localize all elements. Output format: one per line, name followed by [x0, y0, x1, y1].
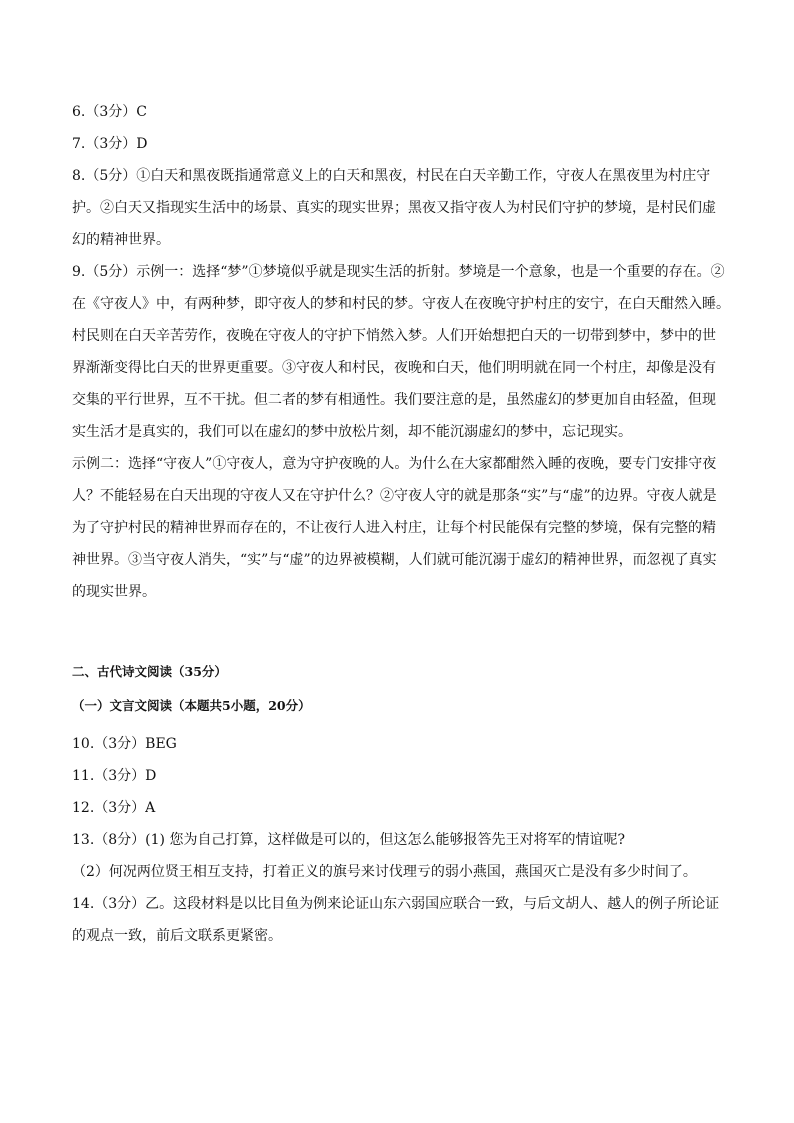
answer-9-example2-line-4: 神世界。③当守夜人消失，“实”与“虚”的边界被模糊，人们就可能沉溺于虚幻的精神世界，而忽视了真实 — [72, 552, 717, 568]
answer-9-line-1: 9.（5分）示例一：选择“梦”①梦境似乎就是现实生活的折射。梦境是一个意象，也是一个重要的存在。② — [72, 264, 725, 280]
answer-8-line-3: 幻的精神世界。 — [72, 232, 170, 248]
answer-13-line-1: 13.（8分）(1) 您为自己打算，这样做是可以的，但这怎么能够报答先王对将军的情谊呢? — [72, 832, 625, 848]
answer-9-line-6: 实生活才是真实的，我们可以在虚幻的梦中放松片刻，却不能沉溺虚幻的梦中，忘记现实。 — [72, 424, 632, 440]
answer-13-line-2: （2）何况两位贤王相互支持，打着正义的旗号来讨伐理亏的弱小燕国，燕国灭亡是没有多少时间了。 — [72, 864, 697, 880]
answer-9-example2-line-2: 人？不能轻易在白天出现的守夜人又在守护什么？②守夜人守的就是那条“实”与“虚”的边界。守夜人就是 — [72, 488, 717, 504]
answer-7: 7.（3分）D — [72, 136, 148, 152]
answer-10: 10.（3分）BEG — [72, 736, 177, 752]
answer-11: 11.（3分）D — [72, 768, 157, 784]
answer-9-example2-line-1: 示例二：选择“守夜人”①守夜人，意为守护夜晚的人。为什么在大家都酣然入睡的夜晚，要专门安排守夜 — [72, 456, 717, 472]
section-subheading: （一）文言文阅读（本题共5小题，20分） — [72, 698, 311, 713]
answer-8-line-2: 护。②白天又指现实生活中的场景、真实的现实世界；黑夜又指守夜人为村民们守护的梦境，是村民们虚 — [72, 200, 716, 216]
answer-9-line-5: 交集的平行世界，互不干扰。但二者的梦有相通性。我们要注意的是，虽然虚幻的梦更加自由轻盈，但现 — [72, 392, 716, 408]
answer-14-line-1: 14.（3分）乙。这段材料是以比目鱼为例来论证山东六弱国应联合一致，与后文胡人、越人的例子所论证 — [72, 896, 720, 912]
answer-9-line-3: 村民则在白天辛苦劳作，夜晚在守夜人的守护下悄然入梦。人们开始想把白天的一切带到梦中，梦中的世 — [72, 328, 716, 344]
section-heading: 二、古代诗文阅读（35分） — [72, 664, 227, 679]
answer-9-example2-line-3: 为了守护村民的精神世界而存在的，不让夜行人进入村庄，让每个村民能保有完整的梦境，保有完整的精 — [72, 520, 716, 536]
answer-12: 12.（3分）A — [72, 800, 156, 816]
answer-9-line-4: 界渐渐变得比白天的世界更重要。③守夜人和村民，夜晚和白天，他们明明就在同一个村庄，却像是没有 — [72, 360, 716, 376]
answer-8-line-1: 8.（5分）①白天和黑夜既指通常意义上的白天和黑夜，村民在白天辛勤工作，守夜人在黑夜里为村庄守 — [72, 168, 711, 184]
answer-14-line-2: 的观点一致，前后文联系更紧密。 — [72, 928, 282, 944]
answer-9-example2-line-5: 的现实世界。 — [72, 584, 156, 600]
answer-6: 6.（3分）C — [72, 104, 147, 120]
answer-9-line-2: 在《守夜人》中，有两种梦，即守夜人的梦和村民的梦。守夜人在夜晚守护村庄的安宁，在白天酣然入睡。 — [72, 296, 730, 312]
